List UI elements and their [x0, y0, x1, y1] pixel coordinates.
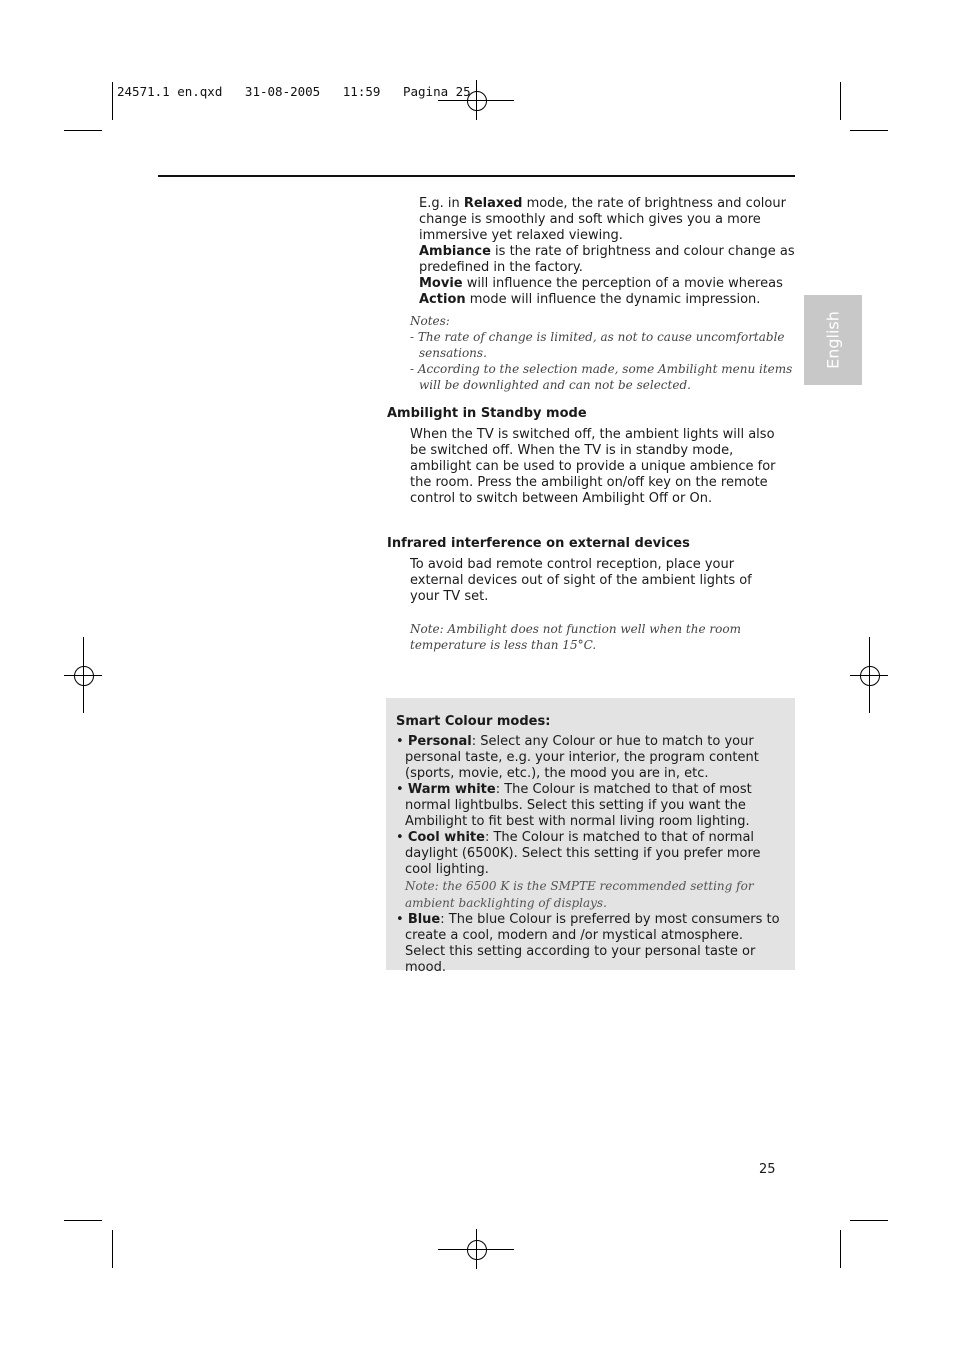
crop-mark	[840, 1230, 841, 1268]
intro-movie: Movie will influence the perception of a movie whereas	[419, 276, 783, 291]
notes-block	[410, 313, 795, 393]
list-item: • Personal: Select any Colour or hue to match to your personal taste, e.g. your interior, the program content (sports, movie, etc.), the mood you are in, etc.	[396, 734, 759, 781]
intro-paragraph	[419, 196, 795, 308]
header-rule	[158, 175, 795, 177]
section-heading: Ambilight in Standby mode	[387, 406, 587, 421]
list-item: • Warm white: The Colour is matched to that of most normal lightbulbs. Select this setting if you want the Ambilight to fit best with normal living room lighting.	[396, 782, 752, 829]
section-body: When the TV is switched off, the ambient lights will also be switched off. When the TV is in standby mode, ambilight can be used to provide a unique ambience for the room. Press the ambilight on/off key on the remote control to switch between Ambilight Off or On.	[410, 427, 776, 506]
intro-relaxed: E.g. in Relaxed mode, the rate of brightness and colour change is smoothly and soft which gives you a more immersive yet relaxed viewing.	[419, 196, 786, 243]
crop-mark	[850, 130, 888, 131]
registration-circle-icon	[74, 666, 94, 686]
list-item-note: Note: the 6500 K is the SMPTE recommended setting for ambient backlighting of displays.	[405, 879, 754, 910]
intro-ambiance: Ambiance is the rate of brightness and colour change as predefined in the factory.	[419, 244, 795, 275]
crop-mark	[64, 1220, 102, 1221]
crop-mark	[64, 130, 102, 131]
section-heading: Infrared interference on external devices	[387, 536, 690, 551]
notes-heading: Notes:	[410, 314, 450, 328]
registration-circle-icon	[860, 666, 880, 686]
print-slug: 24571.1 en.qxd 31-08-2005 11:59 Pagina 25	[117, 84, 471, 99]
crop-mark	[112, 1230, 113, 1268]
language-tab	[804, 295, 862, 385]
infrared-section	[387, 536, 795, 653]
standby-section	[387, 406, 795, 507]
list-item: • Cool white: The Colour is matched to that of normal daylight (6500K). Select this setting if you prefer more cool lighting.	[396, 830, 761, 877]
registration-circle-icon	[467, 1240, 487, 1260]
crop-mark	[850, 1220, 888, 1221]
section-note: Note: Ambilight does not function well when the room temperature is less than 15°C.	[410, 622, 741, 652]
crop-mark	[112, 82, 113, 120]
intro-action: Action mode will influence the dynamic impression.	[419, 292, 761, 307]
smart-colour-list	[396, 734, 781, 976]
note-item: - The rate of change is limited, as not to cause uncomfortable sensations.	[410, 330, 785, 360]
smart-colour-box	[386, 698, 795, 975]
language-tab-label: English	[823, 311, 843, 369]
crop-mark	[840, 82, 841, 120]
box-title: Smart Colour modes:	[396, 714, 551, 729]
list-item: • Blue: The blue Colour is preferred by most consumers to create a cool, modern and /or mystical atmosphere. Select this setting according to your personal taste or mood.	[396, 912, 780, 975]
section-body: To avoid bad remote control reception, place your external devices out of sight of the ambient lights of your TV set.	[410, 557, 752, 604]
page-number: 25	[759, 1162, 776, 1177]
note-item: - According to the selection made, some Ambilight menu items will be downlighted and can not be selected.	[410, 362, 793, 392]
